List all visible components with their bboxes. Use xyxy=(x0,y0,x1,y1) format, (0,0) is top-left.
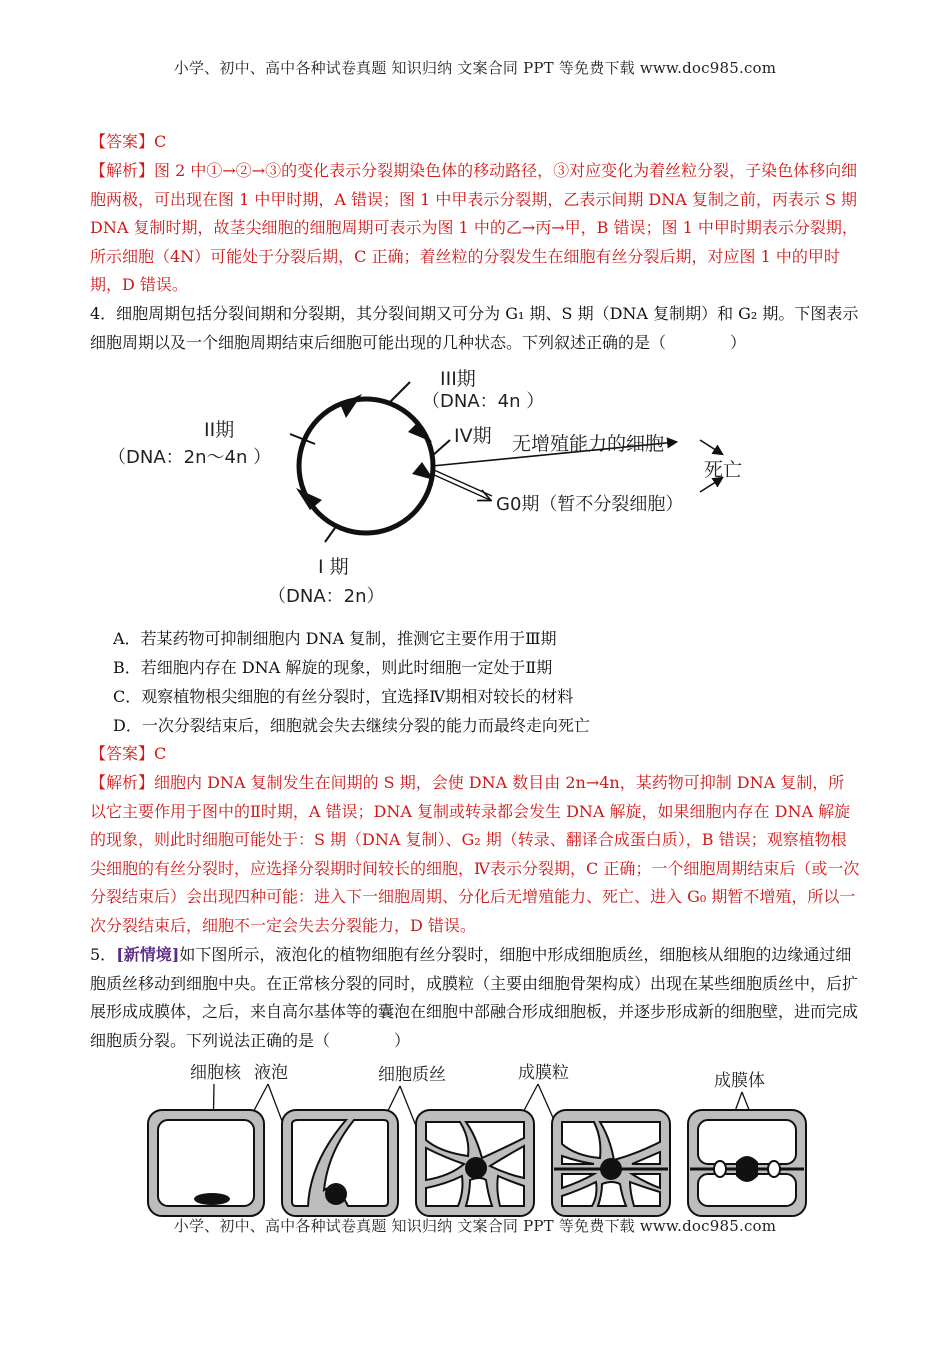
label-vacuole: 液泡 xyxy=(254,1063,288,1083)
phase2-label: II期 xyxy=(204,419,235,441)
phase1-label: I 期 xyxy=(318,556,349,578)
cycle-arrowhead xyxy=(408,422,432,442)
page-header: 小学、初中、高中各种试卷真题 知识归纳 文案合同 PPT 等免费下载 www.doc985.com xyxy=(173,59,777,77)
q4-answer: 【答案】C xyxy=(90,744,167,763)
q4-analysis-text: 细胞内 DNA 复制发生在间期的 S 期，会使 DNA 数目由 2n→4n，某药物可抑制 DNA 复制，所以它主要作用于图中的Ⅱ时期，A 错误；DNA 复制或转录都会发生 DNA 解旋，如果细胞内存在 DNA 解旋的现象，则此时细胞可能处于：S 期（DNA 复制）、G₂ 期（转录、翻译合成蛋白质），B 错误；观察植物根尖细胞的有丝分裂时，应选择分裂期时间较长的细胞，Ⅳ表示分裂期，C 正确；一个细胞周期结束后（或一次分裂结束后）会出现四种可能：进入下一细胞周期、分化后无增殖能力、死亡、进入 G₀ 期暂不增殖，所以一次分裂结束后，细胞不一定会失去分裂能力，D 错误。 xyxy=(90,773,860,935)
pointer-line xyxy=(432,440,450,456)
arrow-to-g0-inner xyxy=(432,474,490,500)
death-label: 死亡 xyxy=(704,459,743,481)
q5-number: 5． xyxy=(90,945,117,964)
phase1-dna-label: （DNA：2n） xyxy=(268,586,385,607)
q5-stem-text: 如下图所示，液泡化的植物细胞有丝分裂时，细胞中形成细胞质丝，细胞核从细胞的边缘通过细胞质丝移动到细胞中央。在正常核分裂的同时，成膜粒（主要由细胞骨架构成）出现在某些细胞质丝中，后扩展形成成膜体，之后，来自高尔基体等的囊泡在细胞中部融合形成细胞板，并逐步形成新的细胞壁，进而完成细胞质分裂。下列说法正确的是（ ） xyxy=(90,945,859,1050)
q3-analysis xyxy=(90,157,860,300)
q3-analysis-text: 图 2 中①→②→③的变化表示分裂期染色体的移动路径，③对应变化为着丝粒分裂，子染色体移向细胞两极，可出现在图 1 中甲时期，A 错误；图 1 中甲表示分裂期，乙表示间期 DNA 复制之前，丙表示 S 期 DNA 复制时期，故茎尖细胞的细胞周期可表示为图 1 中的乙→丙→甲，B 错误；图 1 中甲时期表示分裂期，所示细胞（4N）可能处于分裂后期，C 正确；着丝粒的分裂发生在细胞有丝分裂后期，对应图 1 中的甲时期，D 错误。 xyxy=(90,161,858,295)
pointer-line xyxy=(390,382,410,402)
label-granules: 成膜粒 xyxy=(518,1063,569,1083)
q4-option-d: D．一次分裂结束后，细胞就会失去继续分裂的能力而最终走向死亡 xyxy=(113,716,590,735)
cell-stage-1 xyxy=(148,1110,264,1216)
cycle-arrowhead xyxy=(296,488,322,510)
cycle-arrowhead xyxy=(340,394,362,418)
no-prolif-label: 无增殖能力的细胞 xyxy=(512,433,665,455)
q5-tag: [新情境] xyxy=(116,945,180,964)
cell-stage-2 xyxy=(282,1110,398,1216)
cell-cycle-diagram xyxy=(100,360,780,615)
q4-option-b: B．若细胞内存在 DNA 解旋的现象，则此时细胞一定处于Ⅱ期 xyxy=(113,658,553,677)
g0-label: G0期（暂不分裂细胞） xyxy=(496,494,684,515)
page-footer: 小学、初中、高中各种试卷真题 知识归纳 文案合同 PPT 等免费下载 www.doc985.com xyxy=(173,1217,777,1235)
q3-answer: 【答案】C xyxy=(90,132,167,151)
q4-option-a: A．若某药物可抑制细胞内 DNA 复制，推测它主要作用于Ⅲ期 xyxy=(113,629,557,648)
cell-stage-3 xyxy=(416,1110,534,1216)
label-phragmoplast: 成膜体 xyxy=(714,1071,765,1091)
q3-analysis-tag: 【解析】 xyxy=(90,161,155,180)
label-nucleus: 细胞核 xyxy=(190,1063,241,1083)
phase3-label: III期 xyxy=(440,368,476,390)
phase4-label: IV期 xyxy=(454,425,492,447)
label-strands: 细胞质丝 xyxy=(378,1065,446,1085)
pointer-line xyxy=(325,528,335,542)
phase3-dna-label: （DNA：4n ） xyxy=(422,391,545,412)
q4-option-c: C．观察植物根尖细胞的有丝分裂时，宜选择Ⅳ期相对较长的材料 xyxy=(113,687,574,706)
arrow-to-g0 xyxy=(434,470,492,496)
arrow-to-death-a xyxy=(700,440,722,454)
cycle-circle xyxy=(299,399,433,533)
cell-stage-4 xyxy=(552,1110,670,1216)
q5-stem xyxy=(90,941,860,1055)
q4-stem: 4．细胞周期包括分裂间期和分裂期，其分裂间期又可分为 G₁ 期、S 期（DNA 复制期）和 G₂ 期。下图表示细胞周期以及一个细胞周期结束后细胞可能出现的几种状态。下列叙述正确的是（ ） xyxy=(90,304,859,352)
q4-analysis-tag: 【解析】 xyxy=(90,773,155,792)
cell-stage-5 xyxy=(688,1110,806,1216)
q4-analysis xyxy=(90,769,860,941)
phase2-dna-label: （DNA：2n～4n ） xyxy=(108,447,272,468)
cytokinesis-diagram xyxy=(140,1052,820,1220)
